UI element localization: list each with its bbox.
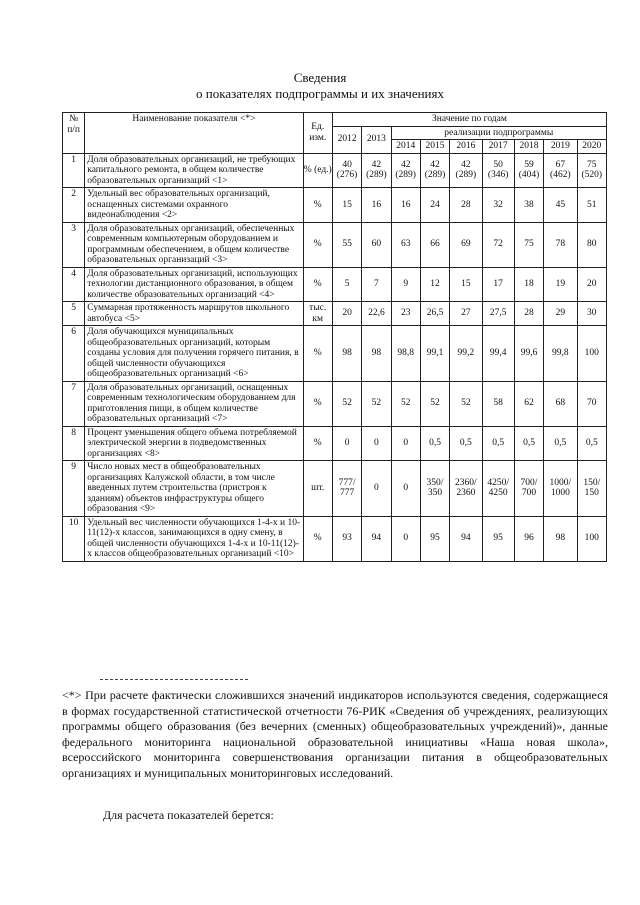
indicator-name: Суммарная протяженность маршрутов школьного автобуса <5> xyxy=(85,302,303,326)
indicator-name: Доля образовательных организаций, использующих технологии дистанционного образования, в общем количестве образовательных организаций <4> xyxy=(85,267,303,302)
value-cell: 0,5 xyxy=(544,426,577,461)
value-cell: 27 xyxy=(450,302,482,326)
value-cell: 16 xyxy=(362,188,391,223)
value-cell: 350/ 350 xyxy=(420,461,449,517)
value-cell: 93 xyxy=(332,516,361,561)
row-number: 1 xyxy=(63,153,85,188)
value-cell: 0 xyxy=(362,461,391,517)
value-cell: 5 xyxy=(332,267,361,302)
unit-cell: % xyxy=(303,267,332,302)
table-row xyxy=(63,426,607,461)
value-cell: 150/ 150 xyxy=(577,461,606,517)
value-cell: 52 xyxy=(391,381,420,426)
unit-cell: % xyxy=(303,222,332,267)
table-row xyxy=(63,267,607,302)
value-cell: 0 xyxy=(391,461,420,517)
header-indicator-name: Наименование показателя <*> xyxy=(85,113,303,154)
table-row xyxy=(63,222,607,267)
closing-line: Для расчета показателей берется: xyxy=(103,808,274,822)
value-cell: 94 xyxy=(450,516,482,561)
value-cell: 700/ 700 xyxy=(514,461,543,517)
value-cell: 30 xyxy=(577,302,606,326)
unit-cell: % xyxy=(303,516,332,561)
row-number: 8 xyxy=(63,426,85,461)
value-cell: 22,6 xyxy=(362,302,391,326)
value-cell: 98 xyxy=(544,516,577,561)
value-cell: 75 (520) xyxy=(577,153,606,188)
value-cell: 4250/ 4250 xyxy=(482,461,514,517)
unit-cell: % xyxy=(303,326,332,382)
table-row xyxy=(63,326,607,382)
value-cell: 42 (289) xyxy=(450,153,482,188)
document-subtitle: о показателях подпрограммы и их значениях xyxy=(196,86,444,101)
value-cell: 27,5 xyxy=(482,302,514,326)
value-cell: 0,5 xyxy=(450,426,482,461)
row-number: 9 xyxy=(63,461,85,517)
value-cell: 0,5 xyxy=(514,426,543,461)
value-cell: 28 xyxy=(514,302,543,326)
value-cell: 99,2 xyxy=(450,326,482,382)
indicator-name: Число новых мест в общеобразовательных организациях Калужской области, в том числе введенных путем строительства (пристроя к зданиям) объектов инфраструктуры общего образования <9> xyxy=(85,461,303,517)
value-cell: 0 xyxy=(362,426,391,461)
header-unit: Ед. изм. xyxy=(303,113,332,154)
indicator-name: Удельный вес численности обучающихся 1-4-х и 10-11(12)-х классов, занимающихся в одну смену, в общей численности обучающихся 1-4-х и 10-11(12)-х классов общеобразовательных организаций <10> xyxy=(85,516,303,561)
value-cell: 94 xyxy=(362,516,391,561)
value-cell: 99,4 xyxy=(482,326,514,382)
value-cell: 42 (289) xyxy=(362,153,391,188)
header-realization: реализации подпрограммы xyxy=(391,126,606,140)
value-cell: 67 (462) xyxy=(544,153,577,188)
header-number: № п/п xyxy=(63,113,85,154)
header-year: 2013 xyxy=(362,126,391,153)
value-cell: 18 xyxy=(514,267,543,302)
header-year: 2012 xyxy=(332,126,361,153)
value-cell: 62 xyxy=(514,381,543,426)
table-row xyxy=(63,516,607,561)
value-cell: 75 xyxy=(514,222,543,267)
value-cell: 15 xyxy=(332,188,361,223)
value-cell: 19 xyxy=(544,267,577,302)
value-cell: 70 xyxy=(577,381,606,426)
row-number: 7 xyxy=(63,381,85,426)
value-cell: 42 (289) xyxy=(420,153,449,188)
unit-cell: % xyxy=(303,188,332,223)
header-year: 2020 xyxy=(577,140,606,154)
value-cell: 96 xyxy=(514,516,543,561)
table-row xyxy=(63,461,607,517)
value-cell: 66 xyxy=(420,222,449,267)
value-cell: 95 xyxy=(420,516,449,561)
value-cell: 50 (346) xyxy=(482,153,514,188)
value-cell: 20 xyxy=(332,302,361,326)
value-cell: 0,5 xyxy=(577,426,606,461)
value-cell: 2360/ 2360 xyxy=(450,461,482,517)
value-cell: 100 xyxy=(577,326,606,382)
unit-cell: шт. xyxy=(303,461,332,517)
row-number: 10 xyxy=(63,516,85,561)
value-cell: 28 xyxy=(450,188,482,223)
value-cell: 58 xyxy=(482,381,514,426)
indicators-table xyxy=(62,112,607,562)
value-cell: 78 xyxy=(544,222,577,267)
value-cell: 0,5 xyxy=(482,426,514,461)
value-cell: 29 xyxy=(544,302,577,326)
footnote-separator xyxy=(100,679,248,680)
value-cell: 59 (404) xyxy=(514,153,543,188)
value-cell: 38 xyxy=(514,188,543,223)
indicator-name: Доля образовательных организаций, оснащенных современным технологическим оборудованием для приготовления пищи, в общем количестве образовательных организаций <7> xyxy=(85,381,303,426)
unit-cell: тыс. км xyxy=(303,302,332,326)
value-cell: 69 xyxy=(450,222,482,267)
value-cell: 12 xyxy=(420,267,449,302)
value-cell: 26,5 xyxy=(420,302,449,326)
row-number: 5 xyxy=(63,302,85,326)
value-cell: 99,6 xyxy=(514,326,543,382)
value-cell: 777/ 777 xyxy=(332,461,361,517)
value-cell: 9 xyxy=(391,267,420,302)
header-year: 2015 xyxy=(420,140,449,154)
value-cell: 98 xyxy=(362,326,391,382)
indicator-name: Удельный вес образовательных организаций, оснащенных системами охранного видеонаблюдения <2> xyxy=(85,188,303,223)
header-year: 2014 xyxy=(391,140,420,154)
table-row xyxy=(63,188,607,223)
indicator-name: Доля образовательных организаций, не требующих капитального ремонта, в общем количестве образовательных организаций <1> xyxy=(85,153,303,188)
value-cell: 42 (289) xyxy=(391,153,420,188)
value-cell: 0 xyxy=(332,426,361,461)
value-cell: 23 xyxy=(391,302,420,326)
value-cell: 40 (276) xyxy=(332,153,361,188)
value-cell: 7 xyxy=(362,267,391,302)
value-cell: 55 xyxy=(332,222,361,267)
row-number: 4 xyxy=(63,267,85,302)
unit-cell: % xyxy=(303,381,332,426)
value-cell: 52 xyxy=(450,381,482,426)
value-cell: 45 xyxy=(544,188,577,223)
value-cell: 0 xyxy=(391,516,420,561)
indicator-name: Доля обучающихся муниципальных общеобразовательных организаций, которым созданы условия для получения горячего питания, в общей численности обучающихся общеобразовательных организаций <6> xyxy=(85,326,303,382)
value-cell: 99,8 xyxy=(544,326,577,382)
header-values-by-year: Значение по годам xyxy=(332,113,606,127)
value-cell: 15 xyxy=(450,267,482,302)
document-title: Сведения xyxy=(293,70,347,85)
table-row xyxy=(63,153,607,188)
value-cell: 80 xyxy=(577,222,606,267)
row-number: 6 xyxy=(63,326,85,382)
value-cell: 95 xyxy=(482,516,514,561)
header-year: 2016 xyxy=(450,140,482,154)
header-year: 2019 xyxy=(544,140,577,154)
row-number: 2 xyxy=(63,188,85,223)
indicator-name: Доля образовательных организаций, обеспеченных современным компьютерным оборудованием и программным обеспечением, в общем количестве образовательных организаций <3> xyxy=(85,222,303,267)
value-cell: 20 xyxy=(577,267,606,302)
value-cell: 24 xyxy=(420,188,449,223)
header-year: 2018 xyxy=(514,140,543,154)
value-cell: 0,5 xyxy=(420,426,449,461)
unit-cell: % xyxy=(303,426,332,461)
value-cell: 1000/ 1000 xyxy=(544,461,577,517)
value-cell: 63 xyxy=(391,222,420,267)
value-cell: 52 xyxy=(332,381,361,426)
value-cell: 16 xyxy=(391,188,420,223)
value-cell: 32 xyxy=(482,188,514,223)
value-cell: 60 xyxy=(362,222,391,267)
indicator-name: Процент уменьшения общего объема потребляемой электрической энергии в подведомственных организациях <8> xyxy=(85,426,303,461)
value-cell: 17 xyxy=(482,267,514,302)
table-row xyxy=(63,381,607,426)
value-cell: 99,1 xyxy=(420,326,449,382)
row-number: 3 xyxy=(63,222,85,267)
value-cell: 51 xyxy=(577,188,606,223)
value-cell: 68 xyxy=(544,381,577,426)
value-cell: 72 xyxy=(482,222,514,267)
table-row xyxy=(63,302,607,326)
header-year: 2017 xyxy=(482,140,514,154)
unit-cell: % (ед.) xyxy=(303,153,332,188)
footnote-text: <*> При расчете фактически сложившихся значений индикаторов используются сведения, содержащиеся в формах государственной статистической отчетности 76-РИК «Сведения об учреждениях, реализующих программы общего образования (без вечерних (сменных) общеобразовательных учреждений)», данные федерального мониторинга национальной образовательной инициативы «Наша новая школа», всероссийского мониторинга совершенствования организации питания в общеобразовательных организациях и муниципальных мониторинговых исследований. xyxy=(62,688,608,780)
value-cell: 98 xyxy=(332,326,361,382)
value-cell: 52 xyxy=(362,381,391,426)
value-cell: 98,8 xyxy=(391,326,420,382)
value-cell: 100 xyxy=(577,516,606,561)
value-cell: 52 xyxy=(420,381,449,426)
value-cell: 0 xyxy=(391,426,420,461)
